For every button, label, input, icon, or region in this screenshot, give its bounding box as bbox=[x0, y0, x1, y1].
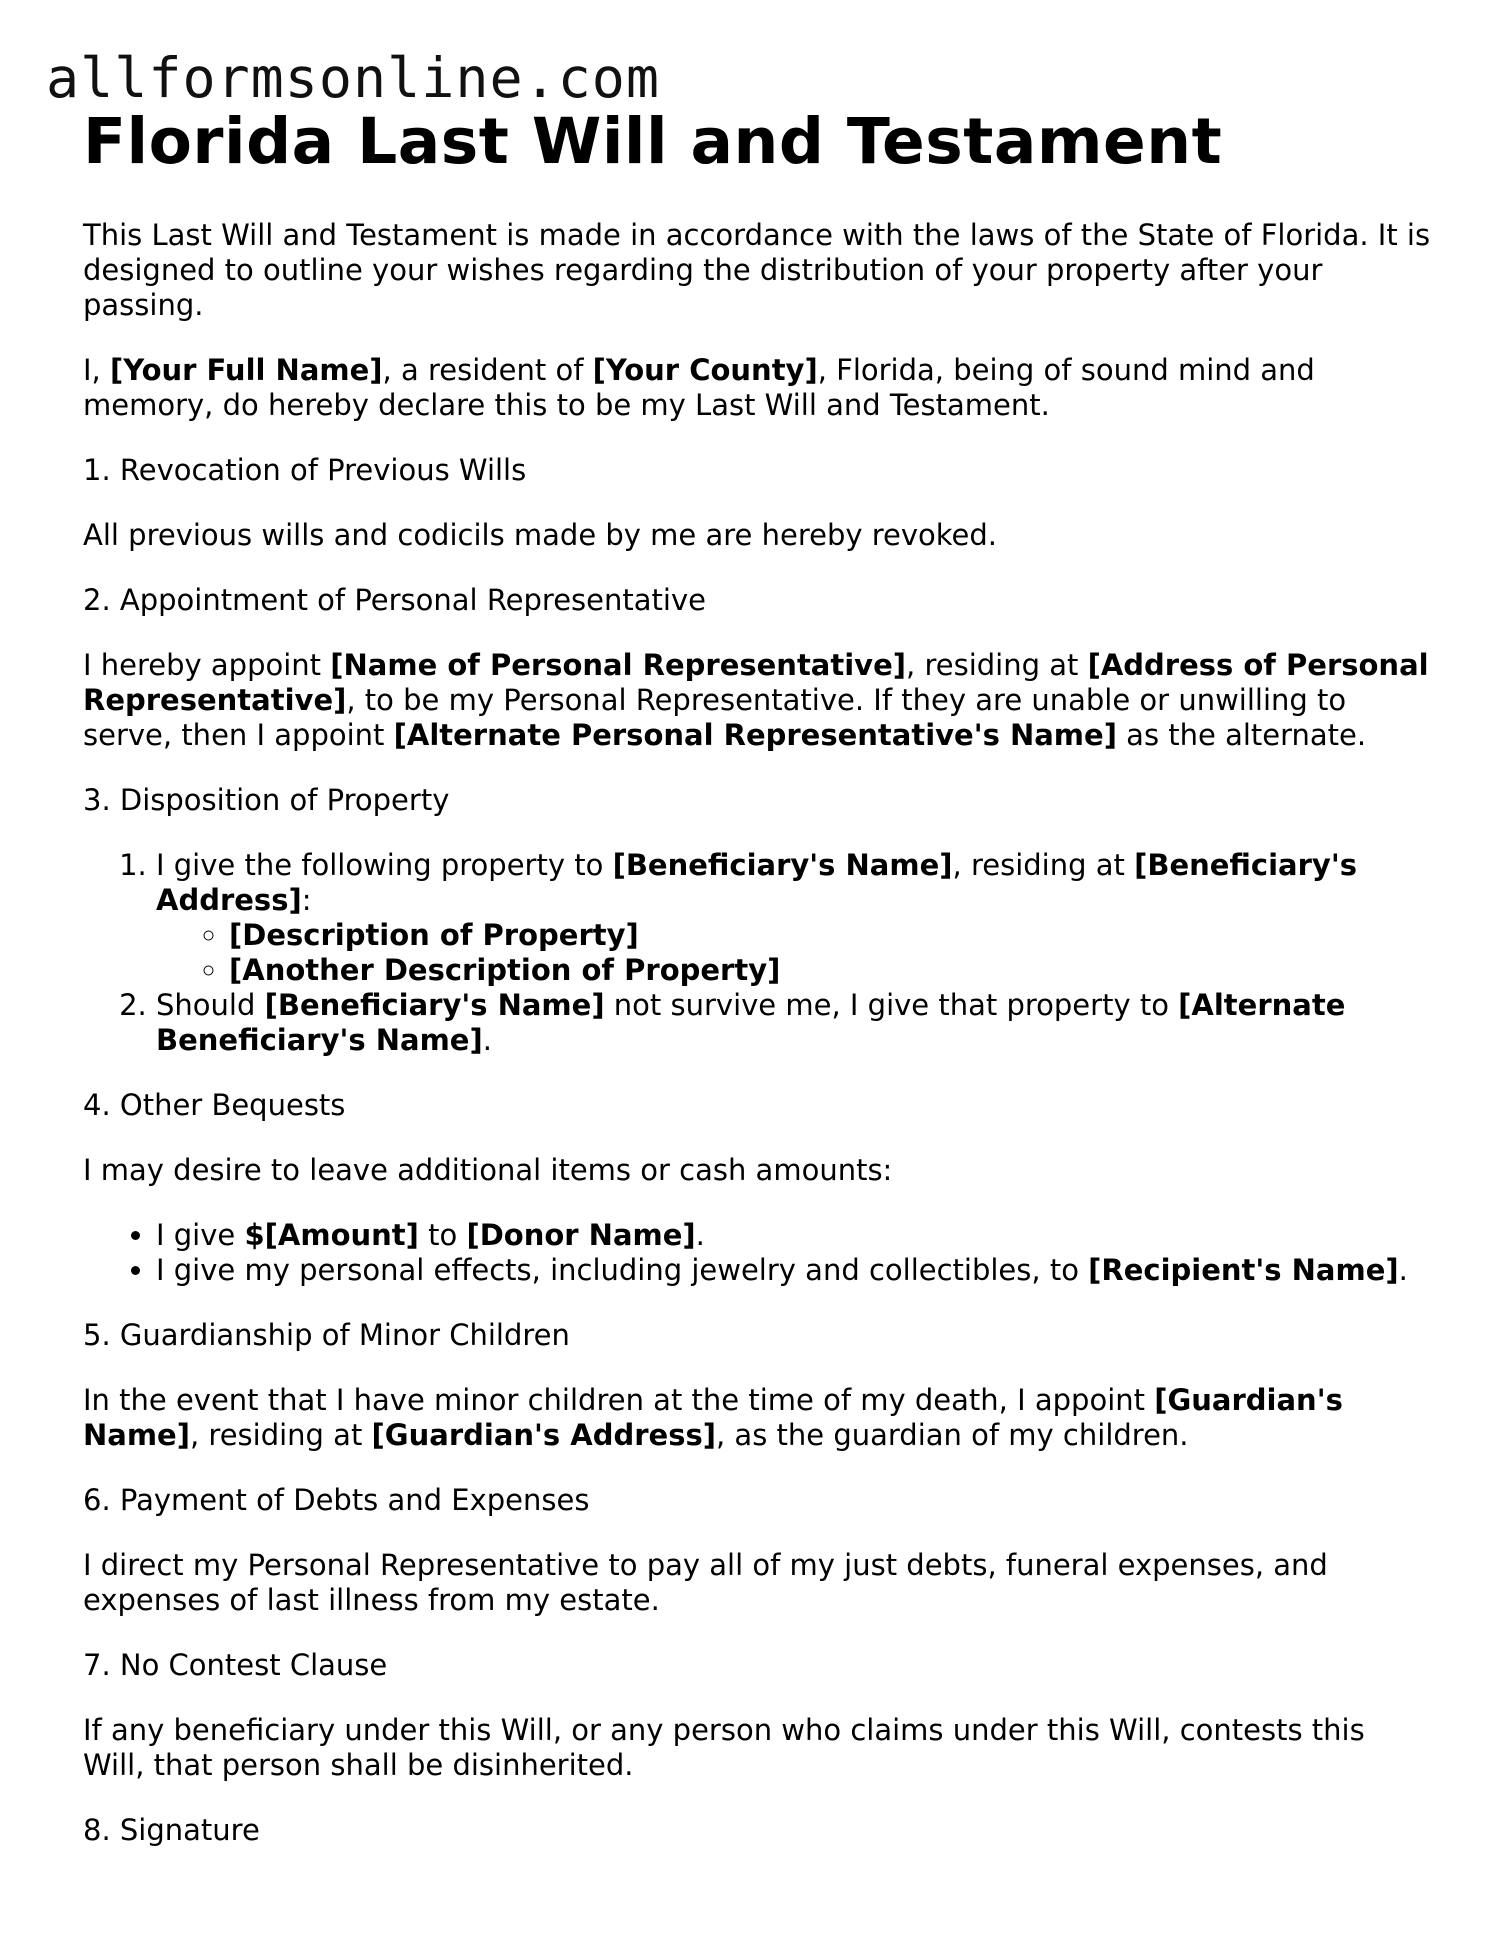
beneficiary-address-placeholder: [Beneficiary's Address] bbox=[156, 848, 1357, 917]
declaration-paragraph: I, [Your Full Name], a resident of [Your County], Florida, being of sound mind and memory, do hereby declare this to be my Last Will and Testament. bbox=[83, 353, 1315, 422]
property-description-list bbox=[156, 918, 1433, 988]
section-7-heading: 7. No Contest Clause bbox=[83, 1648, 388, 1682]
section-6-heading: 6. Payment of Debts and Expenses bbox=[83, 1483, 590, 1517]
full-name-placeholder: [Your Full Name] bbox=[110, 353, 383, 387]
property-description: ◦ [Another Description of Property] bbox=[229, 953, 1433, 988]
section-1-body: All previous wills and codicils made by me are hereby revoked. bbox=[83, 518, 998, 552]
guardian-name-placeholder: [Guardian's Name] bbox=[83, 1383, 1343, 1452]
section-4-heading: 4. Other Bequests bbox=[83, 1088, 346, 1122]
document-body bbox=[83, 104, 1433, 1878]
beneficiary-name-placeholder: [Beneficiary's Name] bbox=[612, 848, 953, 882]
donor-name-placeholder: [Donor Name] bbox=[466, 1218, 696, 1252]
bequest-item: • I give $[Amount] to [Donor Name]. bbox=[156, 1218, 1433, 1253]
beneficiary-name-placeholder: [Beneficiary's Name] bbox=[264, 988, 605, 1022]
section-7-body: If any beneficiary under this Will, or any person who claims under this Will, contests this Will, that person shall be disinherited. bbox=[83, 1713, 1365, 1782]
intro-paragraph: This Last Will and Testament is made in accordance with the laws of the State of Florida. It is designed to outline your wishes regarding the distribution of your property after your passing. bbox=[83, 218, 1431, 322]
section-4-intro: I may desire to leave additional items or cash amounts: bbox=[83, 1153, 893, 1187]
guardian-address-placeholder: [Guardian's Address] bbox=[371, 1418, 716, 1452]
section-3-heading: 3. Disposition of Property bbox=[83, 783, 450, 817]
section-2-body: I hereby appoint [Name of Personal Representative], residing at [Address of Personal Representative], to be my Personal Representative. If they are unable or unwilling to serve, then I appoint [Alternate Personal Representative's Name] as the alternate. bbox=[83, 648, 1429, 752]
property-list bbox=[83, 848, 1433, 1058]
rep-address-placeholder: [Address of Personal Representative] bbox=[83, 648, 1429, 717]
section-1-heading: 1. Revocation of Previous Wills bbox=[83, 453, 527, 487]
section-5-body: In the event that I have minor children at the time of my death, I appoint [Guardian's Name], residing at [Guardian's Address], as the guardian of my children. bbox=[83, 1383, 1343, 1452]
property-description: ◦ [Description of Property] bbox=[229, 918, 1433, 953]
alt-rep-placeholder: [Alternate Personal Representative's Name] bbox=[393, 718, 1117, 752]
recipient-name-placeholder: [Recipient's Name] bbox=[1088, 1253, 1399, 1287]
county-placeholder: [Your County] bbox=[592, 353, 818, 387]
bequest-list bbox=[83, 1218, 1433, 1288]
document-title: Florida Last Will and Testament bbox=[83, 105, 1223, 178]
section-8-heading: 8. Signature bbox=[83, 1813, 260, 1847]
bequest-item: • I give my personal effects, including jewelry and collectibles, to [Recipient's Name]. bbox=[156, 1253, 1433, 1288]
alternate-beneficiary-placeholder: [Alternate Beneficiary's Name] bbox=[156, 988, 1346, 1057]
site-watermark: allformsonline.com bbox=[46, 46, 661, 110]
section-6-body: I direct my Personal Representative to pay all of my just debts, funeral expenses, and expenses of last illness from my estate. bbox=[83, 1548, 1328, 1617]
rep-name-placeholder: [Name of Personal Representative] bbox=[330, 648, 907, 682]
amount-placeholder: $[Amount] bbox=[244, 1218, 419, 1252]
section-2-heading: 2. Appointment of Personal Representative bbox=[83, 583, 706, 617]
property-item-2: 2. Should [Beneficiary's Name] not survive me, I give that property to [Alternate Beneficiary's Name]. bbox=[156, 988, 1433, 1058]
section-5-heading: 5. Guardianship of Minor Children bbox=[83, 1318, 570, 1352]
property-item-1: 1. I give the following property to [Beneficiary's Name], residing at [Beneficiary's Address]: ◦ [Description of Property] ◦ [Another Description of Property] bbox=[156, 848, 1433, 988]
